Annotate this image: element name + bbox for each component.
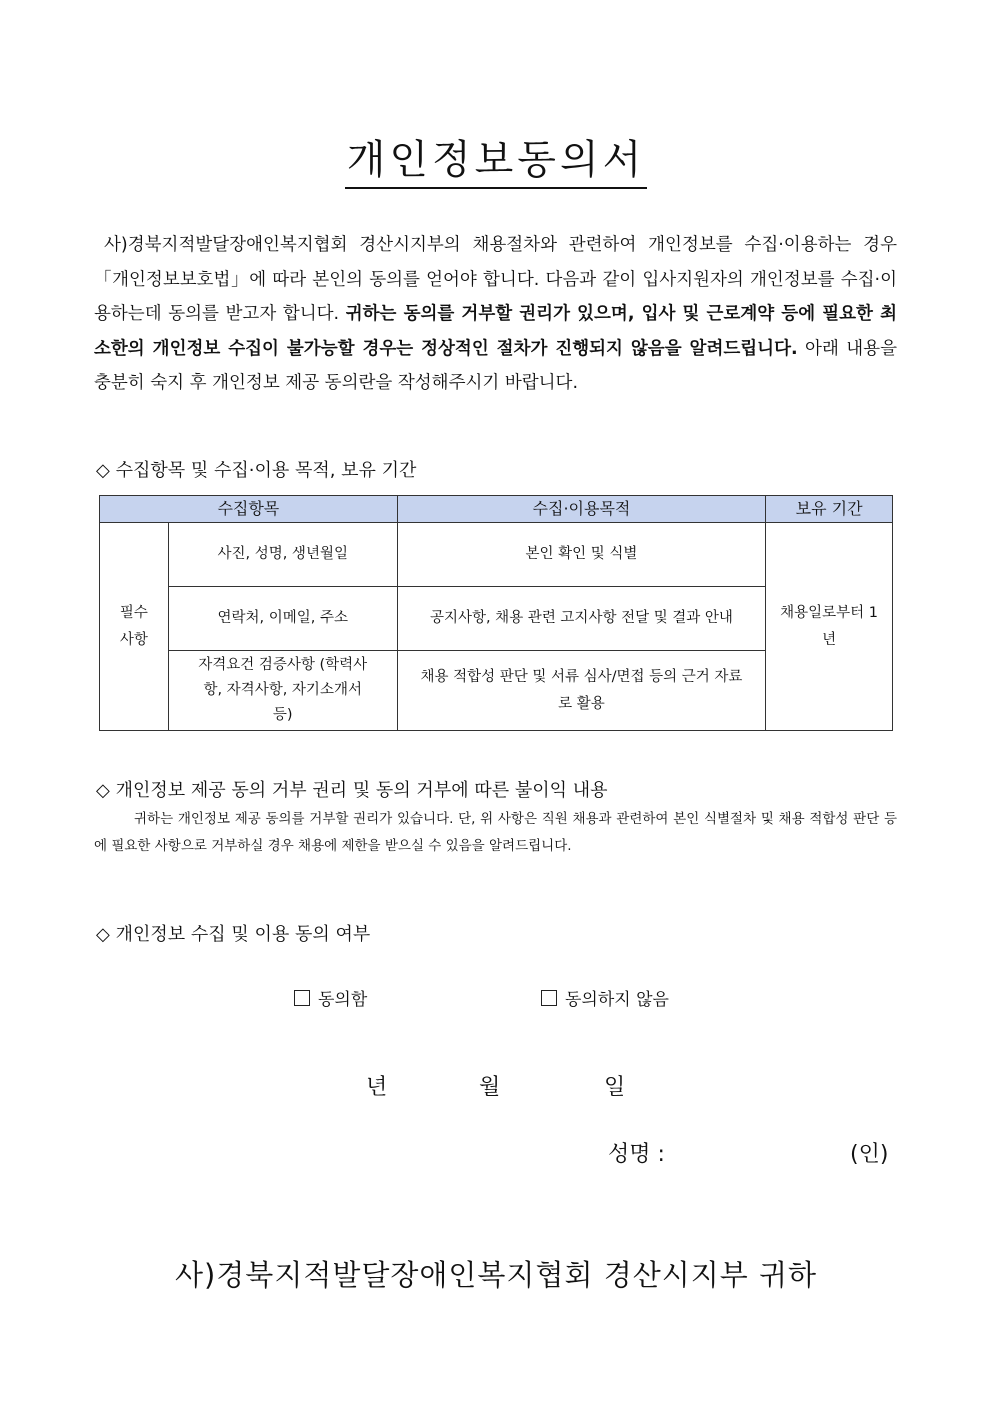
date-year: 년 [366, 1075, 388, 1100]
refusal-notice-text: 귀하는 개인정보 제공 동의를 거부할 권리가 있습니다. 단, 위 사항은 직원 채용과 관련하여 본인 식별절차 및 채용 적합성 판단 등에 필요한 사항으로 거부하실 경우 채용에 제한을 받으실 수 있음을 알려드립니다. [94, 811, 897, 854]
category-cell [100, 523, 169, 731]
disagree-option[interactable] [541, 985, 669, 1010]
date-day: 일 [604, 1075, 626, 1100]
refusal-notice [94, 806, 897, 860]
item-cell [168, 651, 397, 731]
intro-paragraph [94, 228, 897, 401]
purpose-cell [397, 651, 766, 731]
signature-label: 성명 : [608, 1142, 665, 1167]
section3-heading: ◇ 개인정보 수집 및 이용 동의 여부 [96, 924, 371, 945]
intro-text-1: 사)경북지적발달장애인복지협회 경산시지부의 채용절차와 관련하여 개인정보를 수집·이용하는 경우 「개인정보보호법」에 따라 본인의 동의를 얻어야 합니다. 다음과 같이 입사지원자의 개인정보를 수집·이용하는데 동의를 받고자 합니다. [94, 235, 897, 324]
table-header-row [100, 496, 893, 523]
intro-bold-text: 귀하는 동의를 거부할 권리가 있으며, 입사 및 근로계약 등에 필요한 최소한의 개인정보 수집이 불가능할 경우는 정상적인 절차가 진행되지 않음을 알려드립니다. [94, 304, 897, 359]
agree-checkbox[interactable] [294, 990, 310, 1006]
item-cell: 사진, 성명, 생년월일 [168, 523, 397, 587]
intro-text-2: 아래 내용을 충분히 숙지 후 개인정보 제공 동의란을 작성해주시기 바랍니다. [94, 338, 897, 393]
signature-seal: (인) [850, 1142, 889, 1167]
section1-heading: ◇ 수집항목 및 수집·이용 목적, 보유 기간 [96, 460, 417, 481]
purpose-text: 공지사항, 채용 관련 고지사항 전달 및 결과 안내 [429, 610, 733, 626]
header-purpose: 수집·이용목적 [397, 496, 766, 523]
purpose-cell [397, 587, 766, 651]
table-row [100, 523, 893, 587]
agree-label: 동의함 [318, 990, 368, 1010]
header-retention: 보유 기간 [766, 496, 893, 523]
category-text: 필수 사항 [119, 604, 148, 648]
retention-text: 채용일로부터 1년 [780, 604, 879, 648]
item-text: 자격요건 검증사항 (학력사항, 자격사항, 자기소개서 등) [198, 657, 368, 723]
item-cell: 연락처, 이메일, 주소 [168, 587, 397, 651]
header-item: 수집항목 [100, 496, 398, 523]
collection-items-table [99, 495, 893, 731]
disagree-checkbox[interactable] [541, 990, 557, 1006]
date-month: 월 [479, 1075, 501, 1100]
section2-heading: ◇ 개인정보 제공 동의 거부 권리 및 동의 거부에 따른 불이익 내용 [96, 780, 608, 801]
disagree-label: 동의하지 않음 [565, 990, 669, 1010]
agree-option[interactable] [294, 985, 367, 1010]
purpose-text: 채용 적합성 판단 및 서류 심사/면접 등의 근거 자료로 활용 [420, 668, 743, 712]
retention-cell [766, 523, 893, 731]
purpose-cell: 본인 확인 및 식별 [397, 523, 766, 587]
recipient-footer: 사)경북지적발달장애인복지협회 경산시지부 귀하 [174, 1258, 818, 1292]
document-title: 개인정보동의서 [0, 128, 992, 185]
